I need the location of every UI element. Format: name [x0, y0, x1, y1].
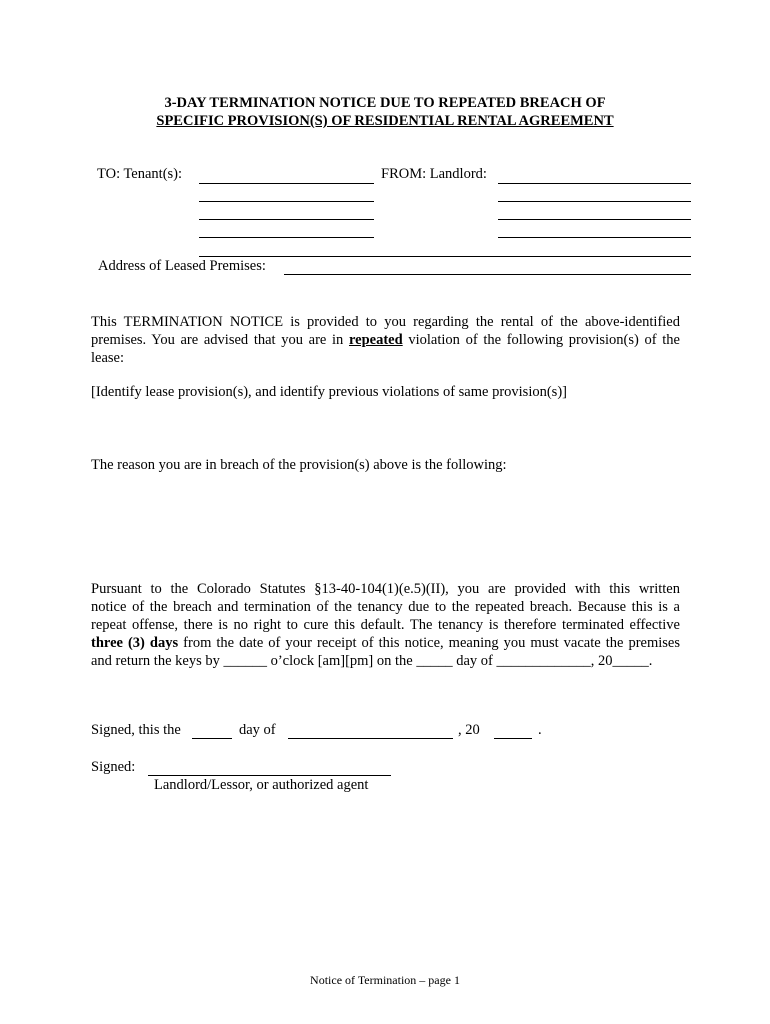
identify-provisions-prompt: [Identify lease provision(s), and identify previous violations of same provision(s)]: [91, 384, 567, 400]
day-of-label: day of: [239, 722, 276, 738]
pursuant-line-4-rest: from the date of your receipt of this notice, meaning you must vacate the premises: [178, 635, 680, 651]
breach-reason-line: The reason you are in breach of the provision(s) above is the following:: [91, 457, 507, 473]
document-title-line2-text: SPECIFIC PROVISION(S) OF RESIDENTIAL RENTAL AGREEMENT: [156, 113, 614, 129]
intro-line-1: This TERMINATION NOTICE is provided to you regarding the rental of the above-identified: [91, 314, 680, 330]
address-line[interactable]: [284, 274, 691, 275]
sign-month-blank[interactable]: [288, 738, 453, 739]
year-prefix-label: , 20: [458, 722, 480, 738]
landlord-name-line-2[interactable]: [498, 201, 691, 202]
tenant-name-line-2[interactable]: [199, 201, 374, 202]
signer-caption: Landlord/Lessor, or authorized agent: [154, 777, 369, 793]
landlord-name-line-4[interactable]: [498, 237, 691, 238]
intro-line-3: lease:: [91, 350, 125, 366]
sign-date-period: .: [538, 722, 542, 738]
intro-paragraph: [91, 313, 680, 367]
from-landlord-label: FROM: Landlord:: [381, 166, 487, 182]
pursuant-paragraph: [91, 580, 680, 670]
tenant-name-line-3[interactable]: [199, 219, 374, 220]
intro-line-2-start: premises. You are advised that you are in: [91, 332, 349, 348]
to-tenant-label: TO: Tenant(s):: [97, 166, 183, 182]
tenant-name-line-1[interactable]: [199, 183, 374, 184]
pursuant-line-4: [91, 634, 680, 652]
sign-day-blank[interactable]: [192, 738, 232, 739]
page-footer: Notice of Termination – page 1: [310, 973, 460, 987]
pursuant-line-5: and return the keys by ______ o’clock [am][pm] on the _____ day of _____________, 20_____.: [91, 653, 653, 669]
pursuant-line-1: Pursuant to the Colorado Statutes §13-40-104(1)(e.5)(II), you are provided with this written: [91, 581, 680, 597]
document-title-line2: [0, 113, 770, 130]
landlord-name-line-3[interactable]: [498, 219, 691, 220]
address-label: Address of Leased Premises:: [98, 258, 266, 274]
three-days-emphasis: three (3) days: [91, 635, 179, 651]
intro-line-2-end: violation of the following provision(s) of the: [402, 332, 680, 348]
pursuant-line-2: notice of the breach and termination of the tenancy due to the repeated breach. Because this is a: [91, 599, 680, 615]
signature-line[interactable]: [148, 775, 391, 776]
sign-year-blank[interactable]: [494, 738, 532, 739]
landlord-name-line-1[interactable]: [498, 183, 691, 184]
repeated-emphasis: repeated: [348, 332, 403, 348]
tenant-name-line-4[interactable]: [199, 237, 374, 238]
document-title-line1: 3-DAY TERMINATION NOTICE DUE TO REPEATED BREACH OF: [164, 95, 606, 111]
pursuant-line-3: repeat offense, there is no right to cure this default. The tenancy is therefore terminated effective: [91, 617, 680, 633]
signed-this-label: Signed, this the: [91, 722, 181, 738]
signed-label: Signed:: [91, 759, 136, 775]
intro-line-2: [91, 331, 680, 349]
full-width-blank-line[interactable]: [199, 256, 691, 257]
